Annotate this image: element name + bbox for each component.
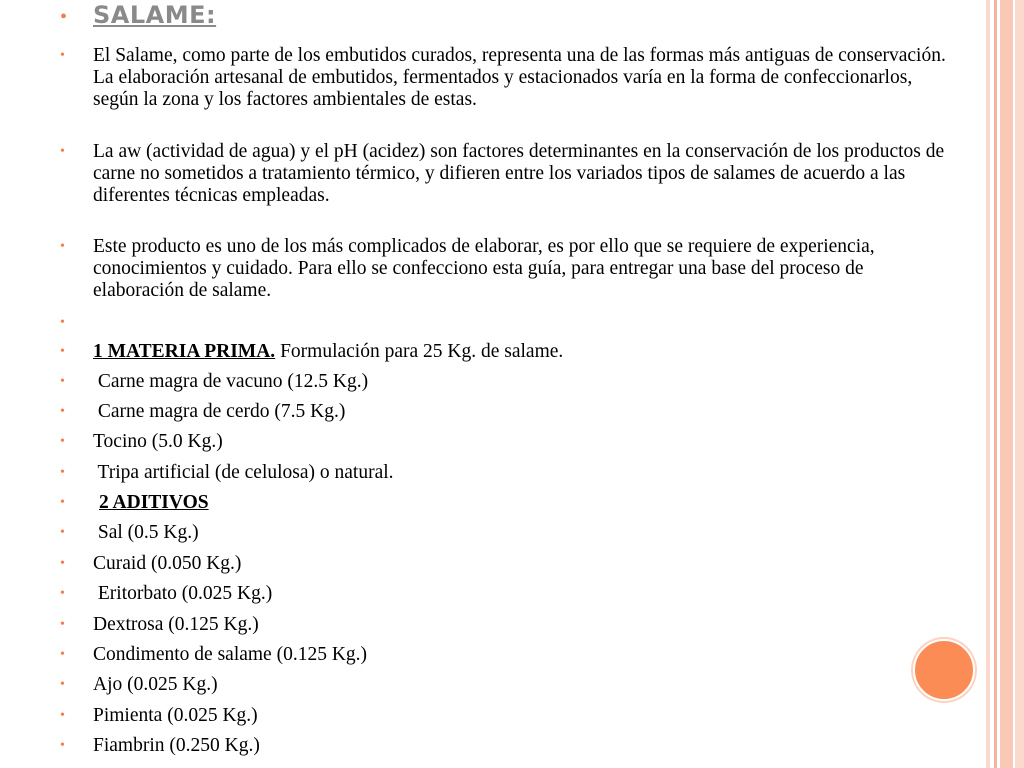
bullet-icon: • [60, 556, 65, 571]
decorative-stripes [976, 0, 1024, 768]
materia-prima-subtitle: Formulación para 25 Kg. de salame. [275, 341, 564, 362]
aditivo-item: Ajo (0.025 Kg.) [93, 674, 218, 695]
bullet-icon: • [60, 374, 65, 389]
materia-item: Tocino (5.0 Kg.) [93, 431, 223, 452]
bullet-icon: • [60, 404, 65, 419]
paragraph-3: Este producto es uno de los más complicados de elaborar, es por ello que se requiere de experiencia, conocimientos y cuidado. Para ello se confecciono esta guía, para entregar una base del proceso de elaboración de salame. [93, 236, 875, 301]
aditivo-item: Pimienta (0.025 Kg.) [93, 705, 258, 726]
bullet-icon: • [60, 586, 65, 601]
bullet-icon: • [60, 738, 65, 753]
slide-title: SALAME: [93, 1, 217, 29]
aditivos-line [93, 492, 959, 514]
materia-prima-heading: 1 MATERIA PRIMA. [93, 341, 276, 362]
materia-prima-line [93, 341, 953, 363]
aditivo-item: Sal (0.5 Kg.) [93, 522, 199, 543]
aditivo-item: Condimento de salame (0.125 Kg.) [93, 644, 368, 665]
bullet-icon: • [60, 344, 65, 359]
bullet-icon: • [60, 617, 65, 632]
bullet-icon: • [60, 708, 65, 723]
paragraph-2: La aw (actividad de agua) y el pH (acidez) son factores determinantes en la conservación de los productos de carne no sometidos a tratamiento térmico, y difieren entre los variados tipos de salames de acuerdo a las diferentes técnicas empleadas. [93, 141, 945, 206]
bullet-icon: • [60, 48, 65, 63]
aditivo-item: Dextrosa (0.125 Kg.) [93, 614, 259, 635]
bullet-icon: • [60, 6, 68, 28]
aditivos-heading: 2 ADITIVOS [99, 492, 209, 513]
aditivo-item: Curaid (0.050 Kg.) [93, 553, 242, 574]
bullet-icon: • [60, 144, 65, 159]
aditivo-item: Fiambrin (0.250 Kg.) [93, 735, 260, 756]
aditivo-item: Eritorbato (0.025 Kg.) [93, 583, 273, 604]
bullet-icon: • [60, 239, 65, 254]
bullet-icon: • [60, 495, 65, 510]
bullet-icon: • [60, 525, 65, 540]
materia-item: Tripa artificial (de celulosa) o natural. [93, 462, 394, 483]
bullet-icon: • [60, 315, 65, 330]
bullet-icon: • [60, 434, 65, 449]
paragraph-1: El Salame, como parte de los embutidos curados, representa una de las formas más antiguas de conservación. La elaboración artesanal de embutidos, fermentados y estacionados varía en la forma de confeccionarlos, según la zona y los factores ambientales de estas. [93, 45, 946, 110]
bullet-icon: • [60, 677, 65, 692]
materia-item: Carne magra de cerdo (7.5 Kg.) [93, 401, 346, 422]
bullet-icon: • [60, 647, 65, 662]
bullet-icon: • [60, 465, 65, 480]
materia-item: Carne magra de vacuno (12.5 Kg.) [93, 371, 369, 392]
